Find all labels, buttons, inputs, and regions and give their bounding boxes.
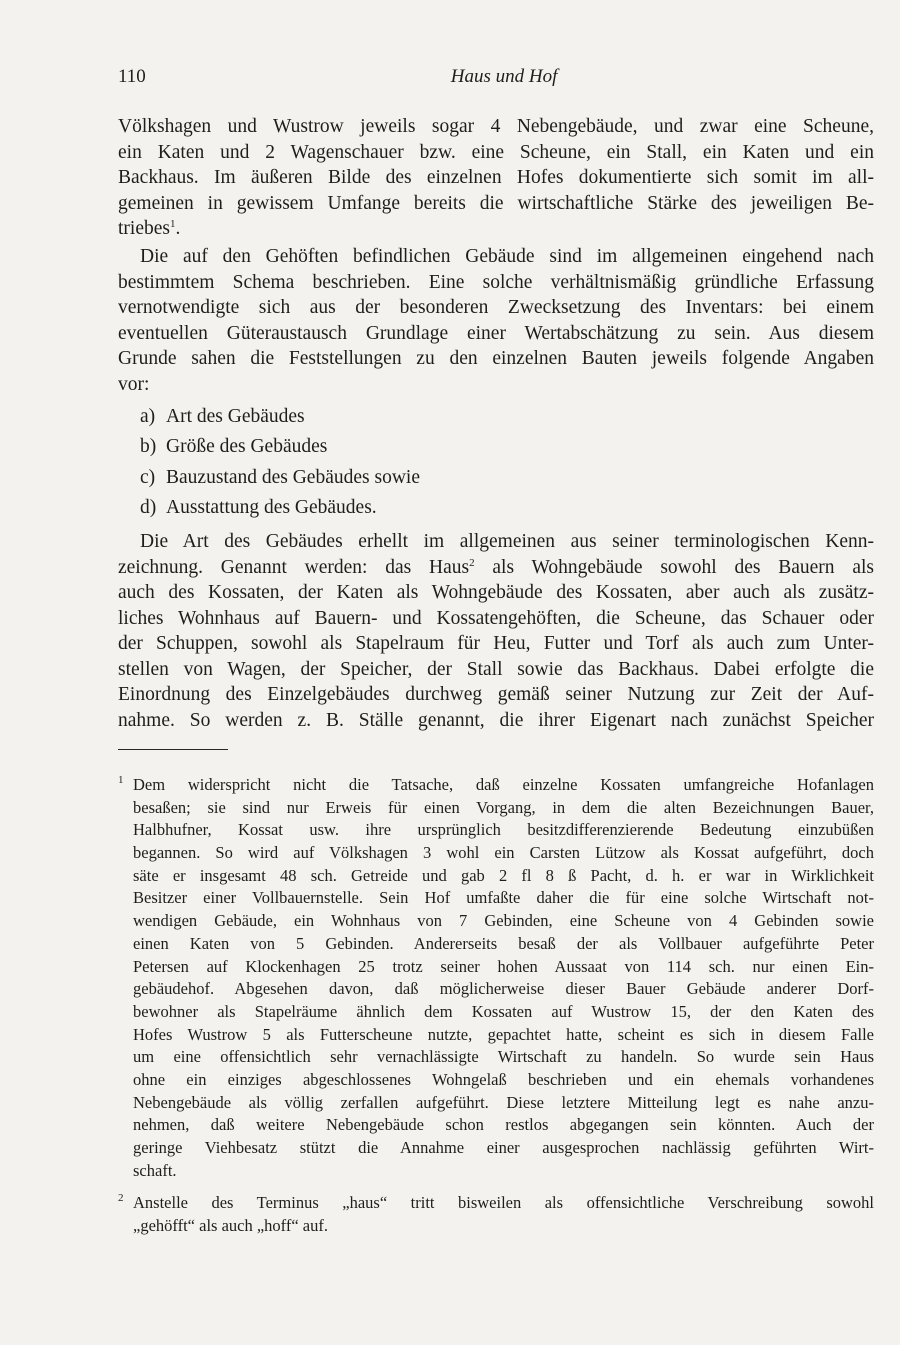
text-line: ein Katen und 2 Wagenschauer bzw. eine Scheune, ein Stall, ein Katen und ein [118,141,874,163]
text-line: Die Art des Gebäudes erhellt im allgemeinen aus seiner terminologischen Kenn- [140,531,874,552]
text-line: triebes$^1$. [118,218,181,239]
list-item: d) Ausstattung des Gebäudes. [140,496,377,518]
text-line: bestimmtem Schema beschrieben. Eine solche verhältnismäßig gründliche Erfassung [118,271,874,293]
paragraph-1 [118,114,874,242]
footnote-1 [118,774,874,1182]
text-line: vernotwendigte sich aus der besonderen Zwecksetzung des Inventars: bei einem [118,297,874,318]
text-line: Völkshagen und Wustrow jeweils sogar 4 Nebengebäude, und zwar eine Scheune, [118,116,874,137]
footnote-line: Petersen auf Klockenhagen 25 trotz seiner hohen Aussaat von 114 sch. nur einen Ein- [133,956,874,976]
text-line: Backhaus. Im äußeren Bilde des einzelnen Hofes dokumentierte sich somit im all- [118,167,874,188]
footnote-marker: 1 [118,774,124,786]
footnote-line: „gehöfft“ als auch „hoff“ auf. [133,1215,329,1235]
footnote-line: schaft. [133,1160,177,1180]
text-line: der Schuppen, sowohl als Stapelraum für Heu, Futter und Torf als auch zum Unter- [118,633,874,654]
footnote-line: wendigen Gebäude, ein Wohnhaus von 7 Gebinden, eine Scheune von 4 Gebinden sowie [133,911,874,931]
text-line: stellen von Wagen, der Speicher, der Stall sowie das Backhaus. Dabei erfolgte die [118,658,874,680]
criteria-list [140,402,420,523]
text-line: eventuellen Güteraustausch Grundlage einer Wertabschätzung zu sein. Aus diesem [118,322,874,344]
paragraph-2 [118,244,874,397]
text-line: gemeinen in gewissem Umfange bereits die wirtschaftliche Stärke des jeweiligen Be- [118,192,874,214]
footnote-2 [118,1192,874,1237]
footnote-line: Dem widerspricht nicht die Tatsache, daß einzelne Kossaten umfangreiche Hofanlagen [133,775,874,794]
text-line: vor: [118,373,150,395]
footnote-line: einen Katen von 5 Gebinden. Andererseits besaß der als Vollbauer aufgeführte Peter [133,933,874,953]
footnote-marker: 2 [118,1192,124,1204]
footnote-line: bewohner als Stapelräume ähnlich dem Kossaten auf Wustrow 15, der den Katen des [133,1001,874,1021]
footnote-separator [118,749,228,750]
text-line: auch des Kossaten, der Katen als Wohngebäude des Kossaten, aber auch als zusätz- [118,582,874,603]
footnote-line: um eine offensichtlich sehr vernachlässigte Wirtschaft zu handeln. So wurde sein Haus [133,1047,874,1067]
footnote-ref-2[interactable]: 2 [469,556,475,569]
text-line: liches Wohnhaus auf Bauern- und Kossatengehöften, die Scheune, das Schauer oder [118,607,874,629]
footnote-line: begannen. So wird auf Völkshagen 3 wohl ein Carsten Lützow als Kossat aufgeführt, doch [133,843,874,863]
text-line: Die auf den Gehöften befindlichen Gebäude sind im allgemeinen eingehend nach [140,246,874,267]
list-item: a) Art des Gebäudes [140,406,305,427]
footnote-line: gebäudehof. Abgesehen davon, daß möglicherweise dieser Bauer Gebäude anderer Dorf- [133,979,874,999]
text-line: nahme. So werden z. B. Ställe genannt, die ihrer Eigenart nach zunächst Speicher [118,709,874,731]
footnote-line: nehmen, daß weitere Nebengebäude schon restlos abgegangen sein könnten. Auch der [133,1115,874,1135]
text-line: Grunde sahen die Feststellungen zu den einzelnen Bauten jeweils folgende Angaben [118,348,874,369]
footnote-line: Halbhufner, Kossat usw. ihre ursprünglich besitzdifferenzierende Bedeutung einzubüßen [133,820,874,840]
footnote-line: besaßen; sie sind nur Erweis für einen Vorgang, in dem die alten Bezeichnungen Bauer, [133,797,874,817]
page-header [118,66,860,94]
footnote-line: säte er insgesamt 48 sch. Getreide und gab 2 fl 8 ß Pacht, d. h. er war in Wirklichkeit [133,865,874,885]
footnote-line: ohne ein einziges abgeschlossenes Wohngelaß beschrieben und ein ehemals vorhandenes [133,1069,874,1089]
text-line: zeichnung. Genannt werden: das Haus$^2$ als Wohngebäude sowohl des Bauern als [118,556,874,578]
list-item: c) Bauzustand des Gebäudes sowie [140,466,420,488]
footnote-line: Hofes Wustrow 5 als Futterscheune nutzte, gepachtet hatte, scheint es sich in diesem Falle [133,1024,874,1044]
footnote-line: geringe Viehbesatz stützt die Annahme einer ausgesprochen nachlässig geführten Wirt- [133,1138,874,1157]
paragraph-3 [118,529,874,733]
footnote-line: Anstelle des Terminus „haus“ tritt bisweilen als offensichtliche Verschreibung sowohl [133,1193,874,1212]
running-title: Haus und Hof [450,66,558,87]
text-line: Einordnung des Einzelgebäudes durchweg gemäß seiner Nutzung zur Zeit der Auf- [118,684,874,705]
page-number: 110 [118,66,146,87]
footnote-line: Nebengebäude als völlig zerfallen aufgeführt. Diese letztere Mitteilung legt es nahe anzu- [133,1092,874,1112]
list-item: b) Größe des Gebäudes [140,436,328,458]
footnote-line: Besitzer einer Vollbauernstelle. Sein Hof umfaßte daher die für eine solche Wirtschaft not- [133,888,874,908]
footnote-ref-1[interactable]: 1 [169,218,176,230]
